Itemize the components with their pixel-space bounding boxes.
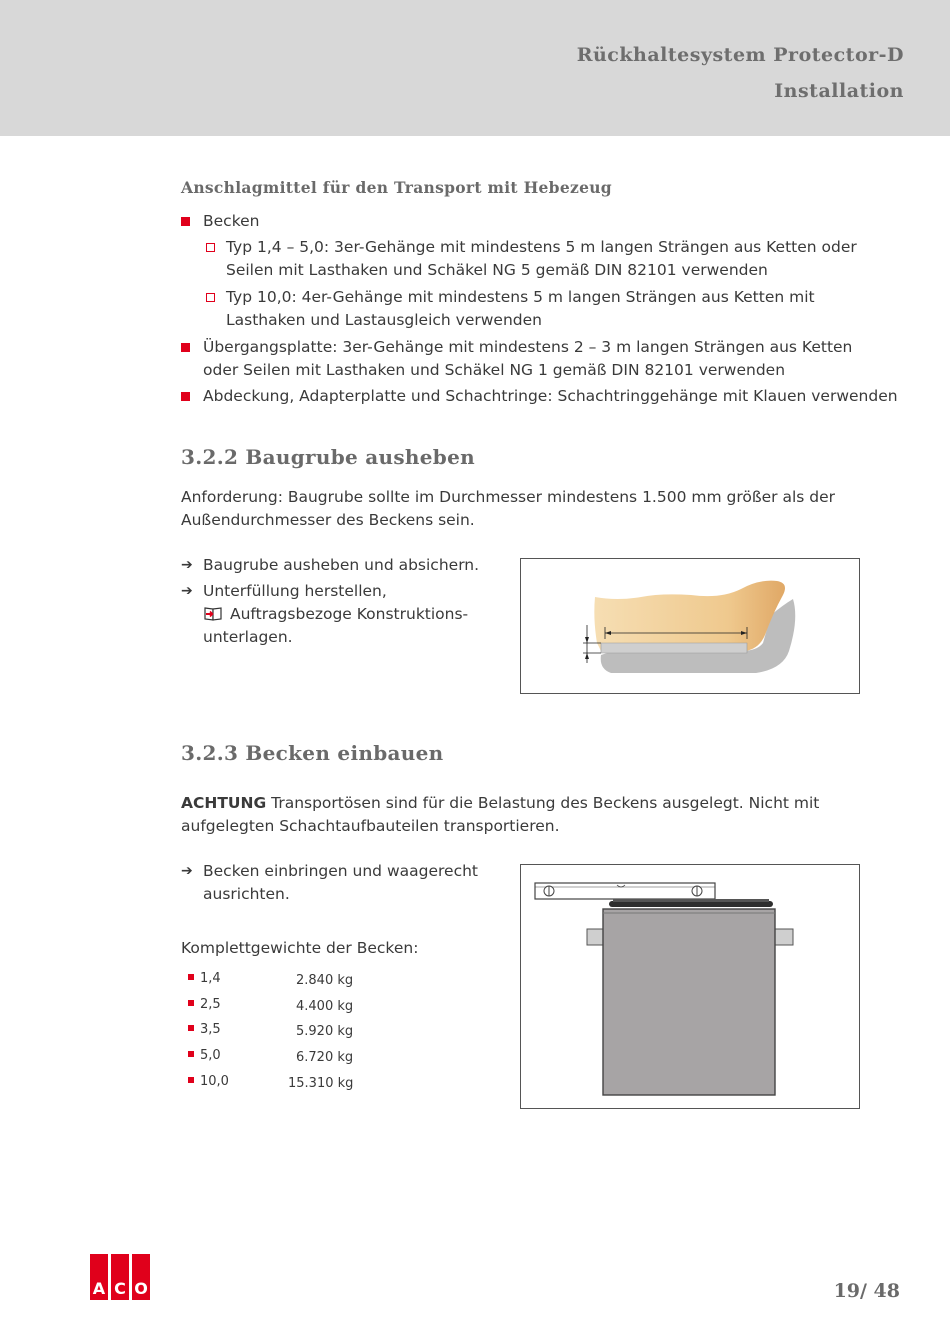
tank-illustration — [521, 865, 858, 1107]
weight-type: 1,4 — [200, 971, 221, 986]
requirement-line1: Anforderung: Baugrube sollte im Durchmesser mindestens 1.500 mm größer als der — [181, 488, 835, 506]
lifting-item3: Abdeckung, Adapterplatte und Schachtringe: Schachtringgehänge mit Klauen verwenden — [203, 387, 898, 405]
step-install-line2: ausrichten. — [203, 885, 290, 903]
red-square-icon — [188, 1051, 194, 1057]
weight-type: 3,5 — [200, 1022, 221, 1037]
red-square-icon — [188, 1077, 194, 1083]
lifting-item-becken: Becken — [203, 212, 260, 230]
requirement-line2: Außendurchmesser des Beckens sein. — [181, 511, 475, 529]
warning-line1 — [181, 792, 819, 815]
logo-letter: C — [114, 1279, 126, 1298]
header-title: Rückhaltesystem Protector-D — [576, 44, 904, 66]
header-subtitle: Installation — [774, 80, 904, 102]
lifting-sub1-line2: Seilen mit Lasthaken und Schäkel NG 5 gemäß DIN 82101 verwenden — [226, 261, 768, 279]
arrow-right-icon: ➔ — [181, 557, 193, 573]
weights-title: Komplettgewichte der Becken: — [181, 939, 419, 957]
weight-type: 2,5 — [200, 997, 221, 1012]
lifting-heading: Anschlagmittel für den Transport mit Hebezeug — [181, 178, 612, 197]
page-number: 19/ 48 — [833, 1280, 900, 1302]
red-square-icon — [188, 1000, 194, 1006]
arrow-right-icon: ➔ — [181, 583, 193, 599]
weight-value: 6.720 kg — [296, 1050, 354, 1065]
step-excavate: Baugrube ausheben und absichern. — [203, 556, 480, 574]
weight-value: 2.840 kg — [296, 973, 354, 988]
red-square-icon — [181, 392, 190, 401]
open-square-icon — [206, 243, 215, 252]
step-install-line1: Becken einbringen und waagerecht — [203, 862, 478, 880]
lifting-sub2-line1: Typ 10,0: 4er-Gehänge mit mindestens 5 m langen Strängen aus Ketten mit — [226, 288, 815, 306]
excavation-figure — [520, 558, 860, 694]
reference-line1: Auftragsbezoge Konstruktions- — [230, 605, 469, 623]
aco-logo — [90, 1254, 150, 1300]
weight-type: 10,0 — [200, 1074, 229, 1089]
lifting-item2-line2: oder Seilen mit Lasthaken und Schäkel NG 1 gemäß DIN 82101 verwenden — [203, 361, 786, 379]
warning-label: ACHTUNG — [181, 794, 267, 812]
red-square-icon — [181, 217, 190, 226]
lifting-sub1-line1: Typ 1,4 – 5,0: 3er-Gehänge mit mindestens 5 m langen Strängen aus Ketten oder — [226, 238, 857, 256]
section-323-heading: 3.2.3 Becken einbauen — [181, 741, 444, 765]
open-square-icon — [206, 293, 215, 302]
warning-text: Transportösen sind für die Belastung des Beckens ausgelegt. Nicht mit — [266, 794, 820, 812]
arrow-right-icon: ➔ — [181, 863, 193, 879]
lifting-sub2-line2: Lasthaken und Lastausgleich verwenden — [226, 311, 542, 329]
book-icon — [203, 606, 225, 622]
red-square-icon — [188, 1025, 194, 1031]
excavation-illustration — [521, 559, 858, 692]
tank-figure — [520, 864, 860, 1109]
lifting-item2-line1: Übergangsplatte: 3er-Gehänge mit mindestens 2 – 3 m langen Strängen aus Ketten — [203, 338, 853, 356]
red-square-icon — [181, 343, 190, 352]
warning-line2: aufgelegten Schachtaufbauteilen transportieren. — [181, 817, 560, 835]
weight-value: 15.310 kg — [288, 1076, 354, 1091]
weight-type: 5,0 — [200, 1048, 221, 1063]
reference-line2: unterlagen. — [203, 628, 293, 646]
page-header — [0, 0, 950, 136]
logo-letter: O — [134, 1279, 148, 1298]
logo-letter: A — [92, 1279, 106, 1298]
section-322-heading: 3.2.2 Baugrube ausheben — [181, 445, 475, 469]
weight-value: 5.920 kg — [296, 1024, 354, 1039]
weight-value: 4.400 kg — [296, 999, 354, 1014]
step-bedding: Unterfüllung herstellen, — [203, 582, 387, 600]
red-square-icon — [188, 974, 194, 980]
